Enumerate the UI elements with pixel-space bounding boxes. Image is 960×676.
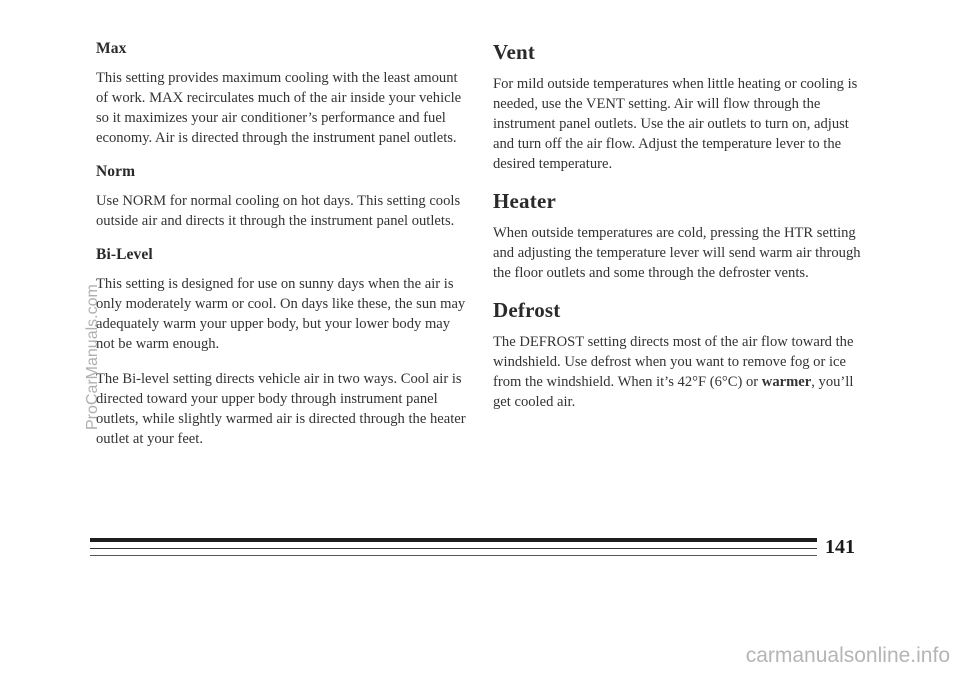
max-paragraph: This setting provides maximum cooling with the least amount of work. MAX recirculates much of the air inside your vehicle so it maximizes your air conditioner’s performance and fuel economy. Air is directed through the instrument panel outlets. [96,70,462,146]
side-watermark: ProCarManuals.com [84,284,101,430]
right-column [493,40,865,427]
footer-rule-thick [90,538,817,542]
page-number: 141 [825,536,855,558]
vent-paragraph: For mild outside temperatures when little heating or cooling is needed, use the VENT setting. Air will flow through the instrument panel outlets. Use the air outlets to turn on, adjust and turn off the air flow. Adjust the temperature lever to the desired temperature. [493,76,858,172]
defrost-heading: Defrost [493,298,561,322]
heater-paragraph: When outside temperatures are cold, pressing the HTR setting and adjusting the temperature lever will send warm air through the floor outlets and some through the defroster vents. [493,225,861,281]
defrost-text-start: The DEFROST setting directs most of the air flow toward the windshield. Use defrost when you want to remove fog or ice from the windshield. When it’s 42°F (6°C) or [493,334,854,390]
norm-heading: Norm [96,163,136,180]
defrost-paragraph [493,332,865,412]
footer-rule-thin [90,548,817,549]
bilevel-paragraph-2: The Bi-level setting directs vehicle air in two ways. Cool air is directed toward your upper body through instrument panel outlets, while slightly warmed air is directed through the heater outlet at your feet. [96,371,466,447]
norm-paragraph: Use NORM for normal cooling on hot days. This setting cools outside air and directs it through the instrument panel outlets. [96,193,461,229]
footer-rule-thin [90,555,817,556]
footer-site-watermark: carmanualsonline.info [745,644,950,667]
bilevel-paragraph-1: This setting is designed for use on sunny days when the air is only moderately warm or cool. On days like these, the sun may adequately warm your upper body, but your lower body may not be warm enough. [96,276,466,352]
max-heading: Max [96,40,127,57]
vent-heading: Vent [493,40,536,64]
defrost-bold-word: warmer [761,374,812,390]
bilevel-heading: Bi-Level [96,246,153,263]
left-column [96,40,468,464]
defrost-text-end: , you’ll get cooled air. [493,374,854,410]
heater-heading: Heater [493,189,556,213]
